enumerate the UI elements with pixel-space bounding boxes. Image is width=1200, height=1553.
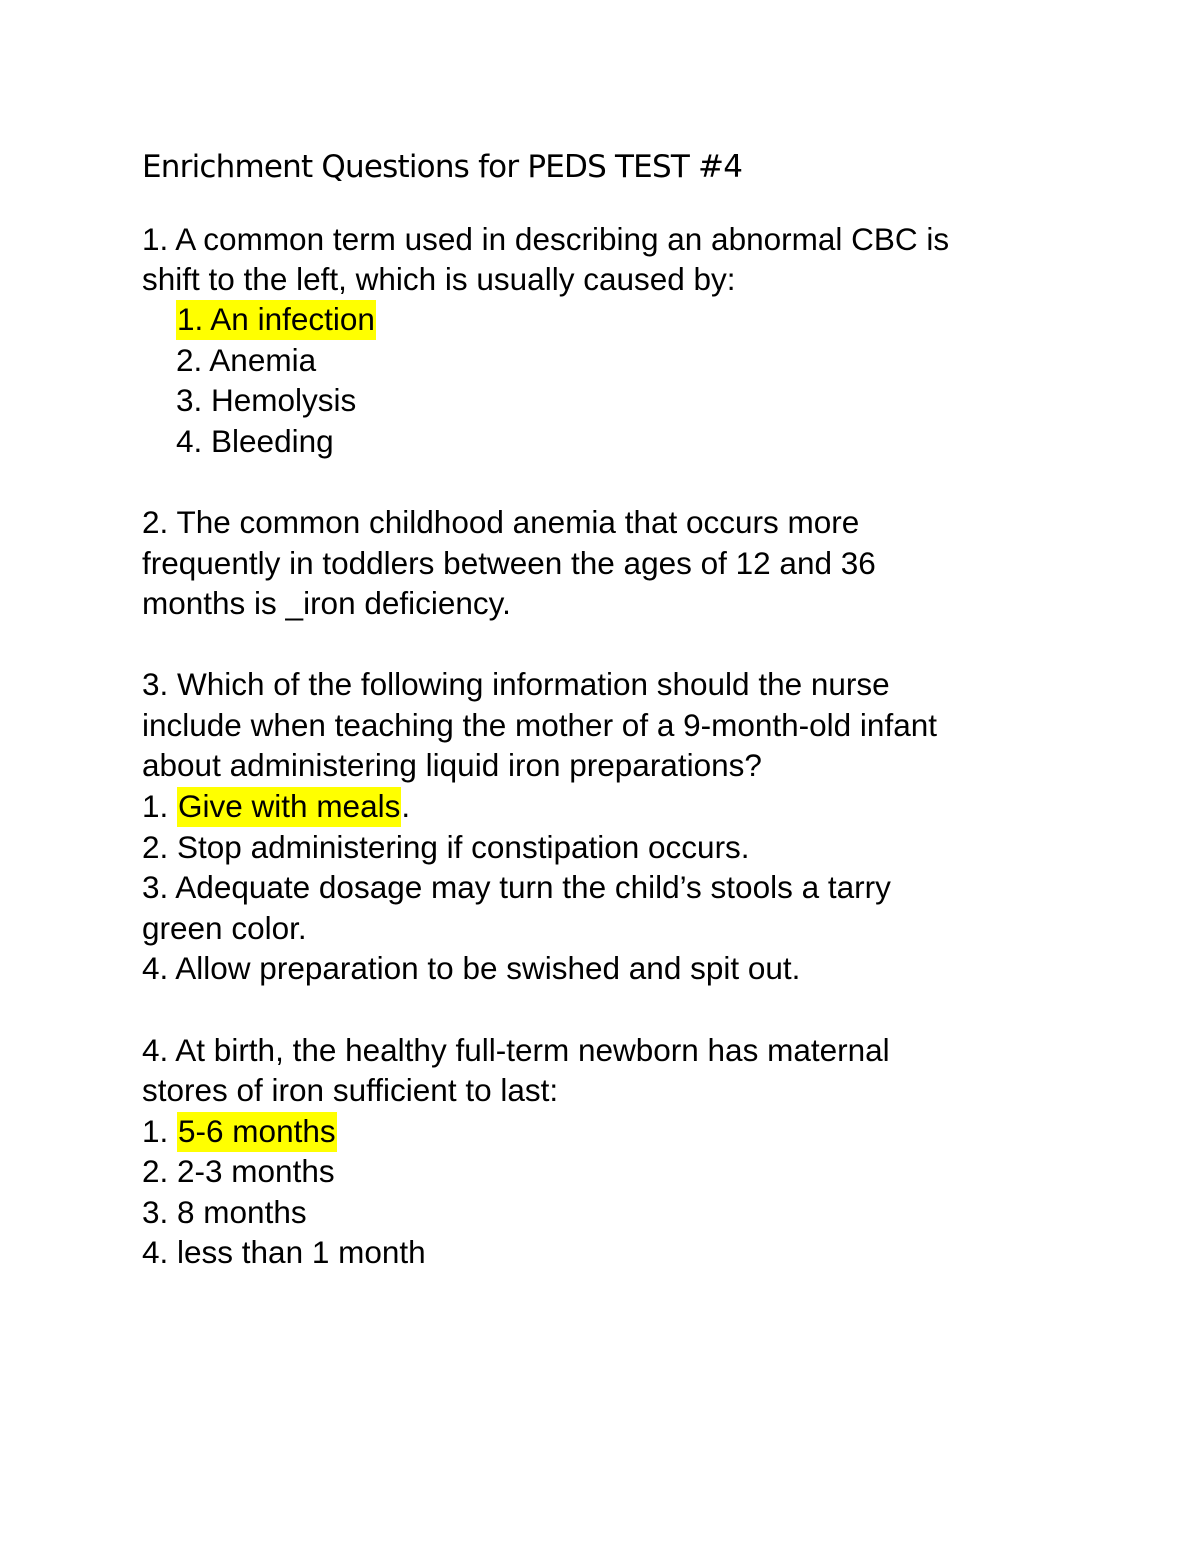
q1-option-3: 3. Hemolysis xyxy=(176,382,357,418)
q3-option-4: 4. Allow preparation to be swished and spit out. xyxy=(142,950,801,986)
q1-stem-line-2: shift to the left, which is usually caused by: xyxy=(142,261,736,297)
q2-line-3: months is _iron deficiency. xyxy=(142,585,511,621)
q3-stem-line-2: include when teaching the mother of a 9-month-old infant xyxy=(142,707,937,743)
q3-option-2: 2. Stop administering if constipation occurs. xyxy=(142,829,750,865)
q4-answer-highlight: 5-6 months xyxy=(177,1112,337,1152)
q3-option-3-line-2: green color. xyxy=(142,910,307,946)
q1-option-1 xyxy=(176,299,376,339)
q1-option-4: 4. Bleeding xyxy=(176,423,334,459)
q3-stem-line-1: 3. Which of the following information should the nurse xyxy=(142,666,890,702)
q4-option-3: 3. 8 months xyxy=(142,1194,307,1230)
q4-stem-line-1: 4. At birth, the healthy full-term newborn has maternal xyxy=(142,1032,890,1068)
q3-stem-line-3: about administering liquid iron preparations? xyxy=(142,747,762,783)
q3-option-1-tail: . xyxy=(401,788,411,824)
q3-option-1 xyxy=(142,786,410,826)
q1-stem-line-1: 1. A common term used in describing an abnormal CBC is xyxy=(142,221,950,257)
q1-option-2: 2. Anemia xyxy=(176,342,317,378)
q4-option-1-number: 1. xyxy=(142,1113,178,1149)
q3-option-1-number: 1. xyxy=(142,788,178,824)
q4-option-4: 4. less than 1 month xyxy=(142,1234,426,1270)
q3-answer-highlight: Give with meals xyxy=(177,787,401,827)
q4-stem-line-2: stores of iron sufficient to last: xyxy=(142,1072,559,1108)
q2-line-1: 2. The common childhood anemia that occurs more xyxy=(142,504,860,540)
q2-line-2: frequently in toddlers between the ages of 12 and 36 xyxy=(142,545,876,581)
q4-option-2: 2. 2-3 months xyxy=(142,1153,335,1189)
q3-option-3-line-1: 3. Adequate dosage may turn the child’s stools a tarry xyxy=(142,869,891,905)
q4-option-1 xyxy=(142,1111,337,1151)
page-title: Enrichment Questions for PEDS TEST #4 xyxy=(142,149,743,185)
q1-answer-highlight: 1. An infection xyxy=(176,300,376,340)
